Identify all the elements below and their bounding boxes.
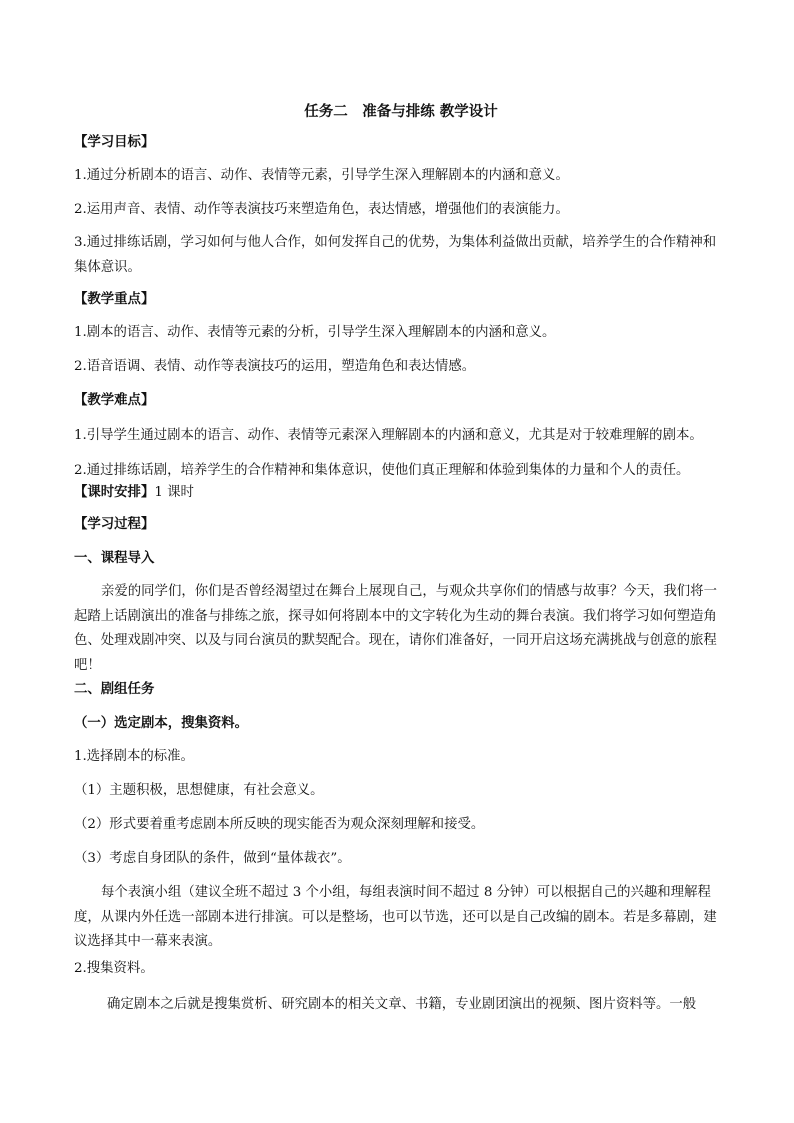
difficulty-item-2: 2.通过排练话剧，培养学生的合作精神和集体意识，使他们真正理解和体验到集体的力量和个人的责任。 [74, 463, 690, 478]
key-points-heading: 【教学重点】 [74, 291, 155, 307]
goal-item-1: 1.通过分析剧本的语言、动作、表情等元素，引导学生深入理解剧本的内涵和意义。 [74, 168, 569, 183]
difficulty-item-1: 1.引导学生通过剧本的语言、动作、表情等元素深入理解剧本的内涵和意义，尤其是对于较难理解的剧本。 [74, 428, 703, 443]
task-sub-heading: （一）选定剧本，搜集资料。 [74, 715, 249, 731]
schedule-value: 1 课时 [154, 485, 194, 500]
intro-paragraph: 亲爱的同学们，你们是否曾经渴望过在舞台上展现自己，与观众共享你们的情感与故事？今天，我们将一起踏上话剧演出的准备与排练之旅，探寻如何将剧本中的文字转化为生动的舞台表演。我们将学习如何塑造角色、处理戏剧冲突、以及与同台演员的默契配合。现在，请你们准备好，一同开启这场充满挑战与创意的旅程吧！ [74, 584, 717, 673]
process-heading: 【学习过程】 [74, 516, 155, 532]
schedule-line [74, 480, 728, 506]
criterion-3: （3）考虑自身团队的条件，做到“量体裁衣”。 [74, 851, 351, 866]
step-1: 1.选择剧本的标准。 [74, 749, 194, 764]
task-heading: 二、剧组任务 [74, 681, 155, 697]
criterion-2: （2）形式要着重考虑剧本所反映的现实能否为观众深刻理解和接受。 [74, 817, 485, 832]
intro-heading: 一、课程导入 [74, 550, 155, 566]
step-2: 2.搜集资料。 [74, 961, 154, 976]
goal-item-2: 2.运用声音、表情、动作等表演技巧来塑造角色，表达情感，增强他们的表演能力。 [74, 202, 569, 217]
group-paragraph: 每个表演小组（建议全班不超过 3 个小组，每组表演时间不超过 8 分钟）可以根据自己的兴趣和理解程度，从课内外任选一部剧本进行排演。可以是整场，也可以节选，还可以是自己改编的剧本。若是多幕剧，建议选择其中一幕来表演。 [74, 885, 717, 949]
goals-heading: 【学习目标】 [74, 134, 155, 150]
key-point-item-2: 2.语音语调、表情、动作等表演技巧的运用，塑造角色和表达情感。 [74, 359, 476, 374]
criterion-1: （1）主题积极，思想健康，有社会意义。 [74, 783, 324, 798]
difficulties-heading: 【教学难点】 [74, 392, 155, 408]
key-point-item-1: 1.剧本的语言、动作、表情等元素的分析，引导学生深入理解剧本的内涵和意义。 [74, 325, 556, 340]
page-title: 任务二 准备与排练 教学设计 [304, 103, 498, 120]
goal-item-3: 3.通过排练话剧，学习如何与他人合作，如何发挥自己的优势，为集体利益做出贡献，培养学生的合作精神和集体意识。 [74, 235, 717, 275]
materials-paragraph: 确定剧本之后就是搜集赏析、研究剧本的相关文章、书籍，专业剧团演出的视频、图片资料等。一般 [107, 997, 697, 1012]
schedule-heading: 【课时安排】 [74, 484, 155, 500]
